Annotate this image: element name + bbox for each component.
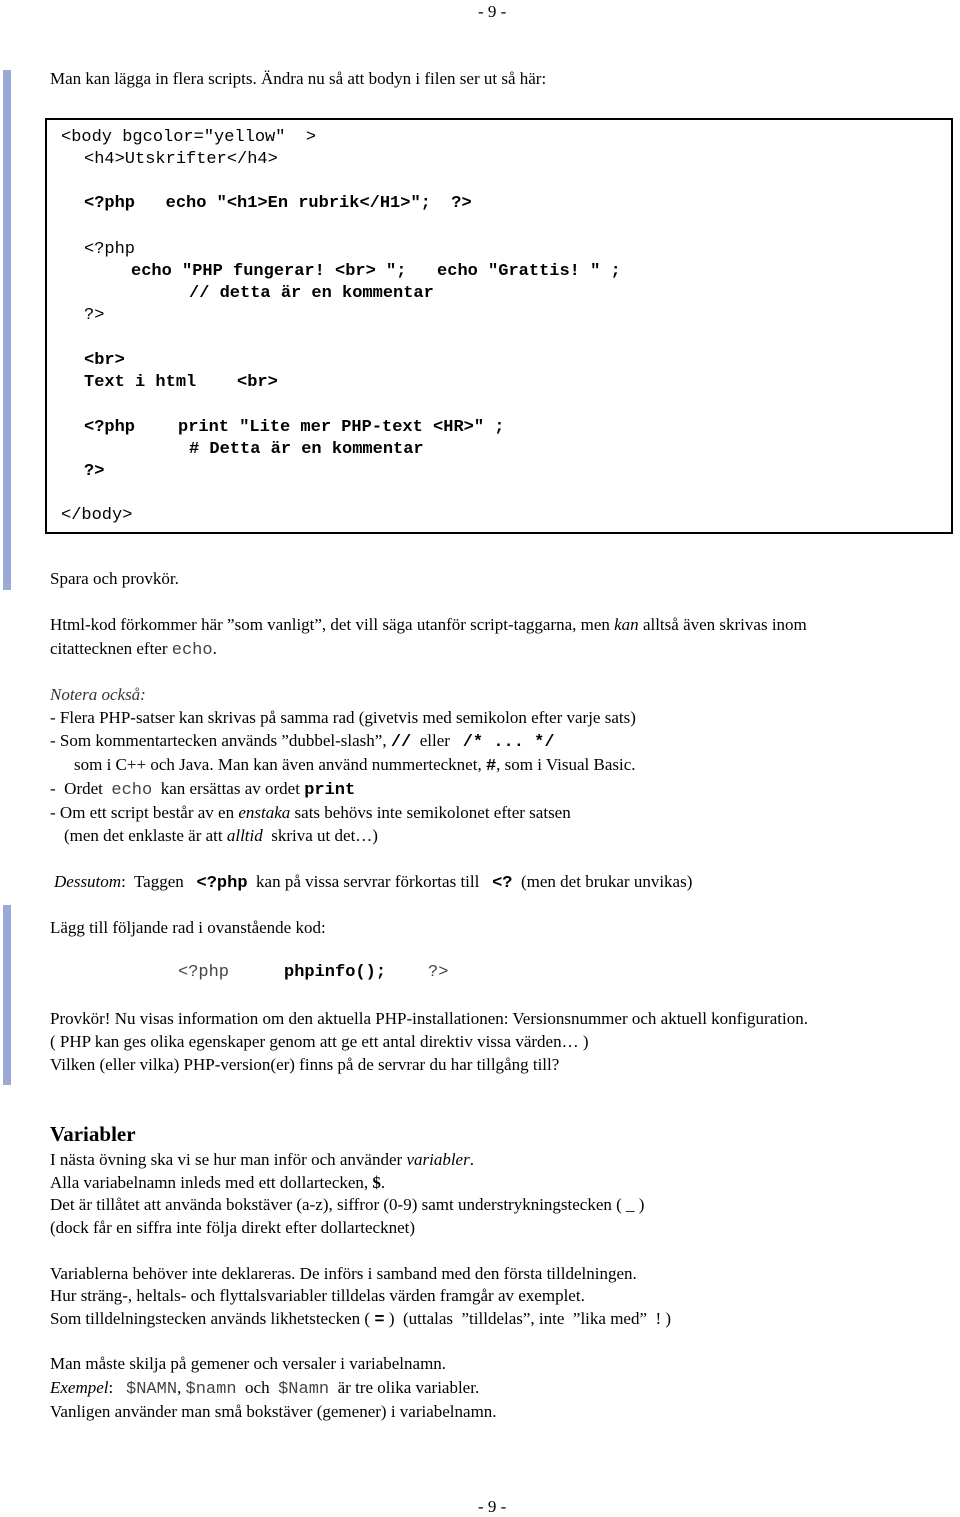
variabler-p7-a: Som tilldelningstecken används likhetstecken ( bbox=[50, 1309, 375, 1328]
notera-item4 bbox=[50, 803, 571, 823]
variabler-p10: Vanligen använder man små bokstäver (gemener) i variabelnamn. bbox=[50, 1402, 497, 1421]
notera-item3-code1: echo bbox=[111, 781, 153, 800]
variabler-p7-eq: = bbox=[374, 1311, 385, 1330]
code-body-close: </body> bbox=[61, 506, 133, 525]
variabler-p6: Hur sträng-, heltals- och flyttalsvariabler tilldelas värden framgår av exemplet. bbox=[50, 1286, 585, 1305]
code-php3-open: <?php bbox=[84, 418, 136, 437]
variabler-p2 bbox=[50, 1173, 385, 1193]
notera-item3-b: kan ersättas av ordet bbox=[152, 779, 305, 798]
variabler-p1-a: I nästa övning ska vi se hur man inför och använder bbox=[50, 1150, 407, 1169]
code-php2-close: ?> bbox=[84, 306, 105, 325]
notera-item4-line2-a: (men det enklaste är att bbox=[64, 826, 227, 845]
notera-item2-a: - Som kommentartecken används ”dubbel-slash”, bbox=[50, 731, 391, 750]
variabler-p9-v1: $NAMN bbox=[126, 1380, 178, 1399]
phpinfo-call: phpinfo(); bbox=[284, 963, 387, 982]
code-text-html: Text i html <br> bbox=[84, 373, 278, 392]
variabler-p9-b: är tre olika variabler. bbox=[329, 1378, 480, 1397]
html-kod-line2 bbox=[50, 639, 217, 660]
dessutom-a: : Taggen bbox=[121, 872, 197, 891]
dessutom-c: (men det brukar unvikas) bbox=[512, 872, 693, 891]
notera-item4-alltid: alltid bbox=[226, 826, 263, 845]
notera-item2-code3: # bbox=[485, 757, 497, 776]
variabler-p9 bbox=[50, 1378, 479, 1399]
variabler-p9-v2: $namn bbox=[185, 1380, 237, 1399]
html-kod-kan: kan bbox=[614, 615, 639, 634]
notera-item2-code1: // bbox=[390, 733, 412, 752]
notera-item3-a: - Ordet bbox=[50, 779, 112, 798]
change-bar-middle bbox=[3, 905, 11, 1085]
notera-item4-line2-b: skriva ut det…) bbox=[262, 826, 378, 845]
html-kod-part2: alltså även skrivas inom bbox=[638, 615, 807, 634]
notera-item2-b: eller bbox=[411, 731, 463, 750]
notera-item3-code2: print bbox=[304, 781, 356, 800]
phpinfo-open: <?php bbox=[178, 963, 230, 982]
variabler-p3: Det är tillåtet att använda bokstäver (a-z), siffror (0-9) samt understrykningstecken ( _ ) bbox=[50, 1195, 645, 1214]
dessutom-b: kan på vissa servrar förkortas till bbox=[247, 872, 493, 891]
code-br: <br> bbox=[84, 351, 125, 370]
provkor-line3: Vilken (eller vilka) PHP-version(er) finns på de servrar du har tillgång till? bbox=[50, 1055, 560, 1074]
variabler-heading: Variabler bbox=[50, 1122, 136, 1146]
html-kod-echo-code: echo bbox=[171, 641, 213, 660]
variabler-p1-var: variabler bbox=[406, 1150, 470, 1169]
spara-text: Spara och provkör. bbox=[50, 569, 179, 588]
variabler-p9-och: och bbox=[236, 1378, 279, 1397]
notera-item1: - Flera PHP-satser kan skrivas på samma rad (givetvis med semikolon efter varje sats) bbox=[50, 708, 636, 727]
dessutom-code2: <? bbox=[492, 874, 513, 893]
html-kod-part1: Html-kod förkommer här ”som vanligt”, det vill säga utanför script-taggarna, men bbox=[50, 615, 615, 634]
html-kod-line2-a: citattecknen efter bbox=[50, 639, 172, 658]
notera-item3 bbox=[50, 779, 355, 800]
notera-item2-c: som i C++ och Java. Man kan även använd nummertecknet, bbox=[74, 755, 486, 774]
provkor-line1: Provkör! Nu visas information om den aktuella PHP-installationen: Versionsnummer och aktuell konfiguration. bbox=[50, 1009, 808, 1028]
notera-title: Notera också: bbox=[50, 685, 146, 704]
phpinfo-close: ?> bbox=[428, 963, 449, 982]
code-body-open: <body bgcolor="yellow" > bbox=[61, 128, 317, 147]
change-bar-top bbox=[3, 70, 11, 590]
variabler-p2-dollar: $ bbox=[372, 1173, 381, 1192]
variabler-p9-label: Exempel bbox=[50, 1378, 109, 1397]
notera-item2-cont bbox=[74, 755, 636, 776]
variabler-p5: Variablerna behöver inte deklareras. De införs i samband med den första tilldelningen. bbox=[50, 1264, 637, 1283]
notera-item4-cont bbox=[64, 826, 378, 846]
variabler-p1 bbox=[50, 1150, 474, 1170]
dessutom-label: Dessutom bbox=[54, 872, 122, 891]
variabler-p8: Man måste skilja på gemener och versaler i variabelnamn. bbox=[50, 1354, 447, 1373]
code-php3-print: print "Lite mer PHP-text <HR>" ; bbox=[178, 418, 505, 437]
intro-text: Man kan lägga in flera scripts. Ändra nu så att bodyn i filen ser ut så här: bbox=[50, 69, 547, 88]
variabler-p9-a: : bbox=[108, 1378, 127, 1397]
variabler-p9-v3: $Namn bbox=[278, 1380, 330, 1399]
page-number-top: - 9 - bbox=[478, 2, 507, 21]
page-number-bottom: - 9 - bbox=[478, 1497, 507, 1516]
code-php2-comment: // detta är en kommentar bbox=[189, 284, 434, 303]
notera-item4-enstaka: enstaka bbox=[238, 803, 291, 822]
code-php3-comment: # Detta är en kommentar bbox=[189, 440, 424, 459]
notera-item2-code2: /* ... */ bbox=[462, 733, 555, 752]
code-box bbox=[45, 118, 953, 534]
variabler-p7-b: ) (uttalas ”tilldelas”, inte ”lika med” ! ) bbox=[384, 1309, 672, 1328]
dessutom-code1: <?php bbox=[196, 874, 248, 893]
code-php3-close: ?> bbox=[84, 462, 105, 481]
code-h4: <h4>Utskrifter</h4> bbox=[84, 150, 278, 169]
notera-item2-d: , som i Visual Basic. bbox=[496, 755, 636, 774]
variabler-p2-a: Alla variabelnamn inleds med ett dollartecken, bbox=[50, 1173, 373, 1192]
html-kod-line1 bbox=[50, 615, 807, 635]
variabler-p4: (dock får en siffra inte följa direkt efter dollartecknet) bbox=[50, 1218, 416, 1237]
variabler-p7 bbox=[50, 1309, 671, 1330]
notera-item4-b: sats behövs inte semikolonet efter satsen bbox=[290, 803, 571, 822]
code-php1: <?php echo "<h1>En rubrik</H1>"; ?> bbox=[84, 194, 472, 213]
lagg-text: Lägg till följande rad i ovanstående kod: bbox=[50, 918, 326, 937]
html-kod-line2-b: . bbox=[212, 639, 217, 658]
dessutom-line bbox=[54, 872, 692, 893]
notera-item2 bbox=[50, 731, 555, 752]
variabler-p1-b: . bbox=[469, 1150, 474, 1169]
notera-item4-a: - Om ett script består av en bbox=[50, 803, 239, 822]
provkor-line2: ( PHP kan ges olika egenskaper genom att ge ett antal direktiv vissa värden… ) bbox=[50, 1032, 589, 1051]
variabler-p9-sep1: , bbox=[177, 1378, 186, 1397]
code-php2-open: <?php bbox=[84, 240, 136, 259]
code-php2-echo: echo "PHP fungerar! <br> "; echo "Grattis! " ; bbox=[131, 262, 621, 281]
variabler-p2-b: . bbox=[380, 1173, 386, 1192]
